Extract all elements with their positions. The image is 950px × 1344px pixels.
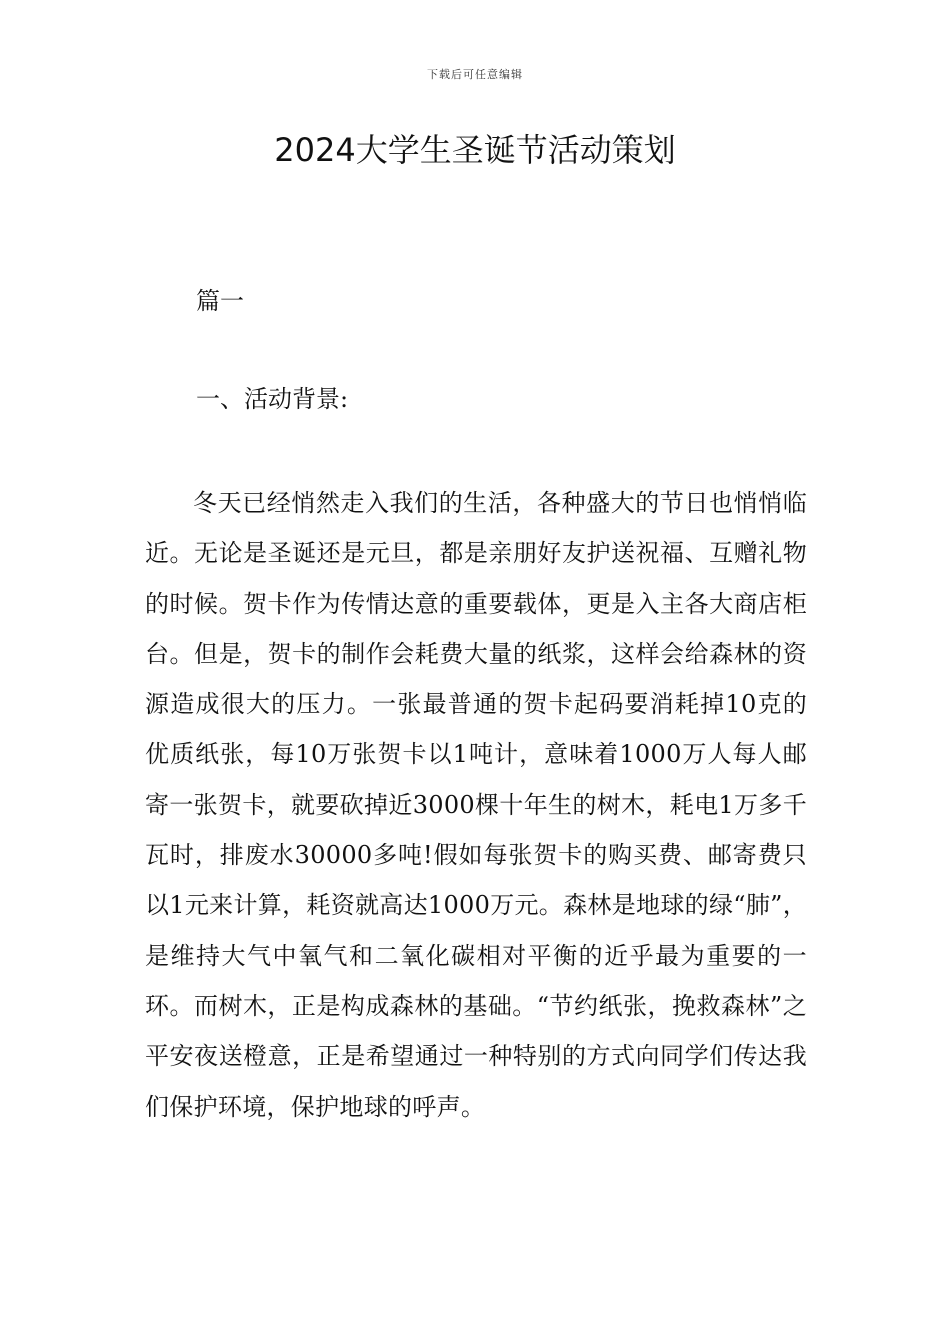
body-paragraph: 冬天已经悄然走入我们的生活，各种盛大的节日也悄悄临近。无论是圣诞还是元旦，都是亲朋好友护送祝福、互赠礼物的时候。贺卡作为传情达意的重要载体，更是入主各大商店柜台。但是，贺卡的制作会耗费大量的纸浆，这样会给森林的资源造成很大的压力。一张最普通的贺卡起码要消耗掉10克的优质纸张，每10万张贺卡以1吨计，意味着1000万人每人邮寄一张贺卡，就要砍掉近3000棵十年生的树木，耗电1万多千瓦时，排废水30000多吨!假如每张贺卡的购买费、邮寄费只以1元来计算，耗资就高达1000万元。森林是地球的绿“肺”，是维持大气中氧气和二氧化碳相对平衡的近乎最为重要的一环。而树木，正是构成森林的基础。“节约纸张，挽救森林”之平安夜送橙意，正是希望通过一种特别的方式向同学们传达我们保护环境，保护地球的呼声。 [145, 489, 807, 1121]
header-note: 下载后可任意编辑 [427, 68, 523, 81]
document-title: 2024大学生圣诞节活动策划 [274, 131, 676, 169]
section-heading: 一、活动背景: [196, 385, 349, 413]
part-label: 篇一 [196, 287, 244, 315]
